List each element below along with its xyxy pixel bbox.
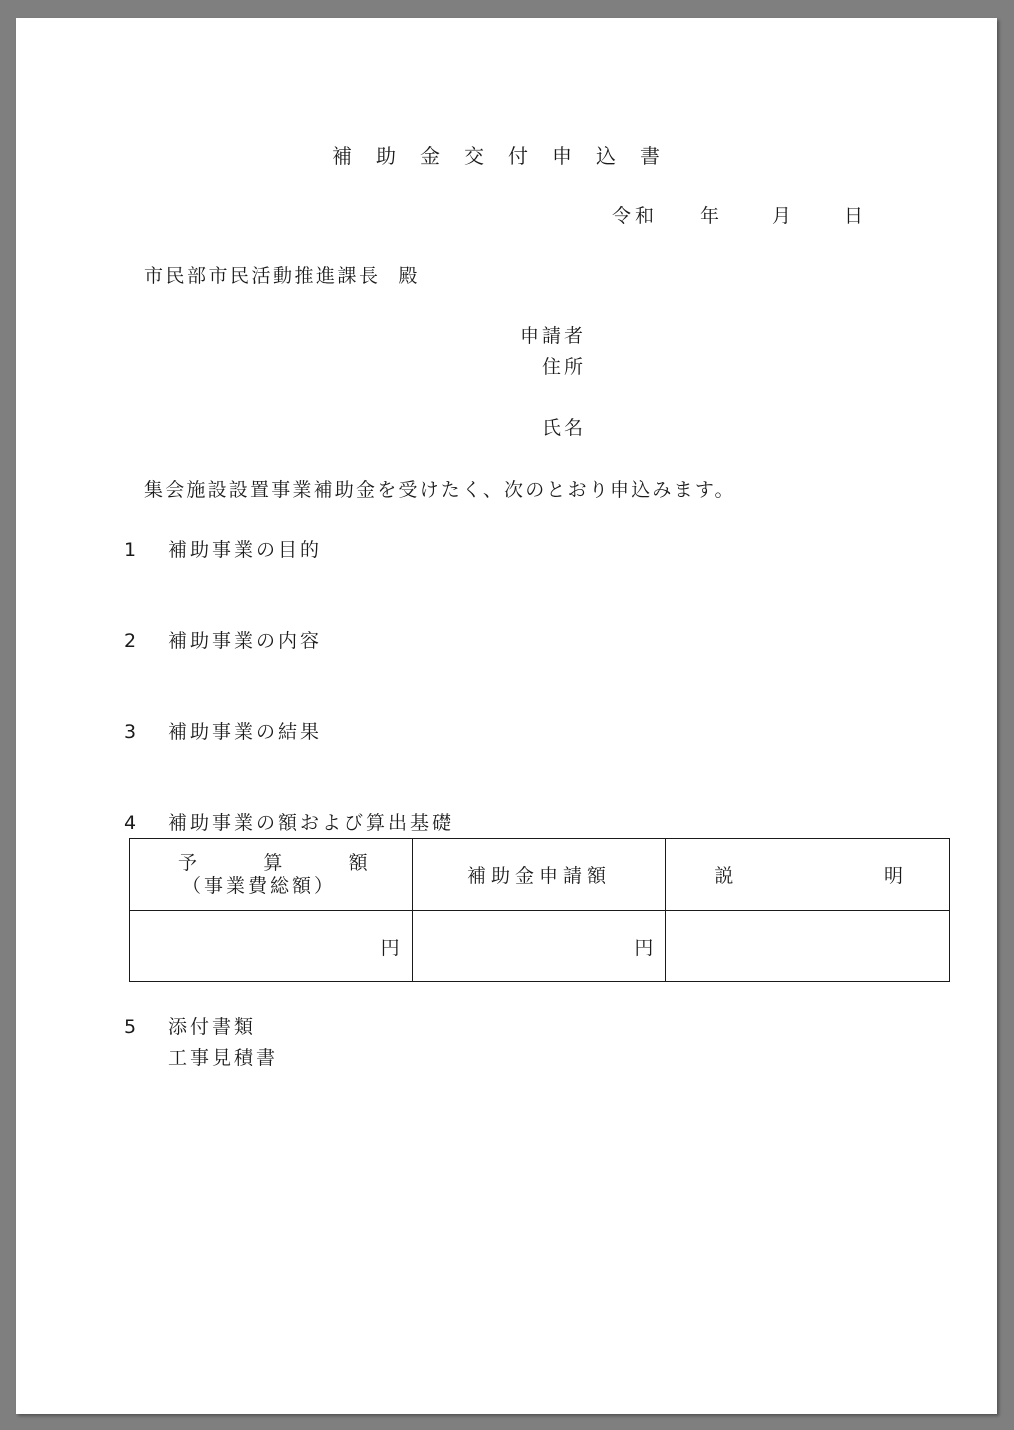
explanation-cell[interactable] bbox=[666, 911, 950, 982]
section-number: 1 bbox=[124, 539, 137, 561]
section-number: 2 bbox=[124, 630, 137, 652]
section-label: 補助事業の額および算出基礎 bbox=[168, 812, 455, 834]
applicant-label: 申請者 bbox=[520, 325, 587, 347]
section-2 bbox=[124, 629, 322, 653]
section-label: 補助事業の目的 bbox=[168, 539, 323, 561]
header-char: 額 bbox=[348, 851, 368, 874]
header-char: 明 bbox=[883, 865, 903, 887]
section-number: 3 bbox=[124, 721, 137, 743]
section-4 bbox=[124, 811, 454, 835]
table-row bbox=[130, 911, 950, 982]
name-label: 氏名 bbox=[542, 417, 587, 439]
date-era: 令和 bbox=[612, 205, 659, 227]
document-page bbox=[16, 18, 997, 1414]
addressee bbox=[144, 264, 420, 288]
section-number: 4 bbox=[124, 812, 137, 834]
header-char: 算 bbox=[263, 851, 283, 874]
header-char: 予 bbox=[178, 851, 198, 874]
header-explanation bbox=[666, 839, 950, 911]
subsidy-amount-cell[interactable]: 円 bbox=[412, 911, 666, 982]
date-year: 年 bbox=[700, 205, 723, 227]
table-header-row bbox=[130, 839, 950, 911]
addressee-name: 市民部市民活動推進課長 bbox=[144, 265, 381, 287]
section-3 bbox=[124, 720, 322, 744]
date-day: 日 bbox=[844, 205, 867, 227]
addressee-honorific: 殿 bbox=[398, 265, 421, 287]
section-number: 5 bbox=[124, 1016, 137, 1038]
section-1 bbox=[124, 538, 322, 562]
date-month: 月 bbox=[772, 205, 795, 227]
section-label: 補助事業の結果 bbox=[168, 721, 323, 743]
body-text: 集会施設設置事業補助金を受けたく、次のとおり申込みます。 bbox=[144, 479, 736, 501]
header-subsidy-amount: 補助金申請額 bbox=[412, 839, 666, 911]
budget-amount-cell[interactable]: 円 bbox=[130, 911, 413, 982]
header-budget-amount bbox=[130, 839, 413, 911]
section-5 bbox=[124, 1015, 256, 1039]
document-title: 補助金交付申込書 bbox=[332, 144, 684, 168]
header-budget-subtitle: （事業費総額） bbox=[182, 874, 337, 897]
attachment-item: 工事見積書 bbox=[168, 1047, 279, 1069]
section-label: 添付書類 bbox=[168, 1016, 257, 1038]
address-label: 住所 bbox=[542, 356, 587, 378]
header-char: 説 bbox=[714, 865, 734, 887]
section-label: 補助事業の内容 bbox=[168, 630, 323, 652]
budget-table bbox=[129, 838, 950, 982]
date-line bbox=[612, 204, 866, 228]
